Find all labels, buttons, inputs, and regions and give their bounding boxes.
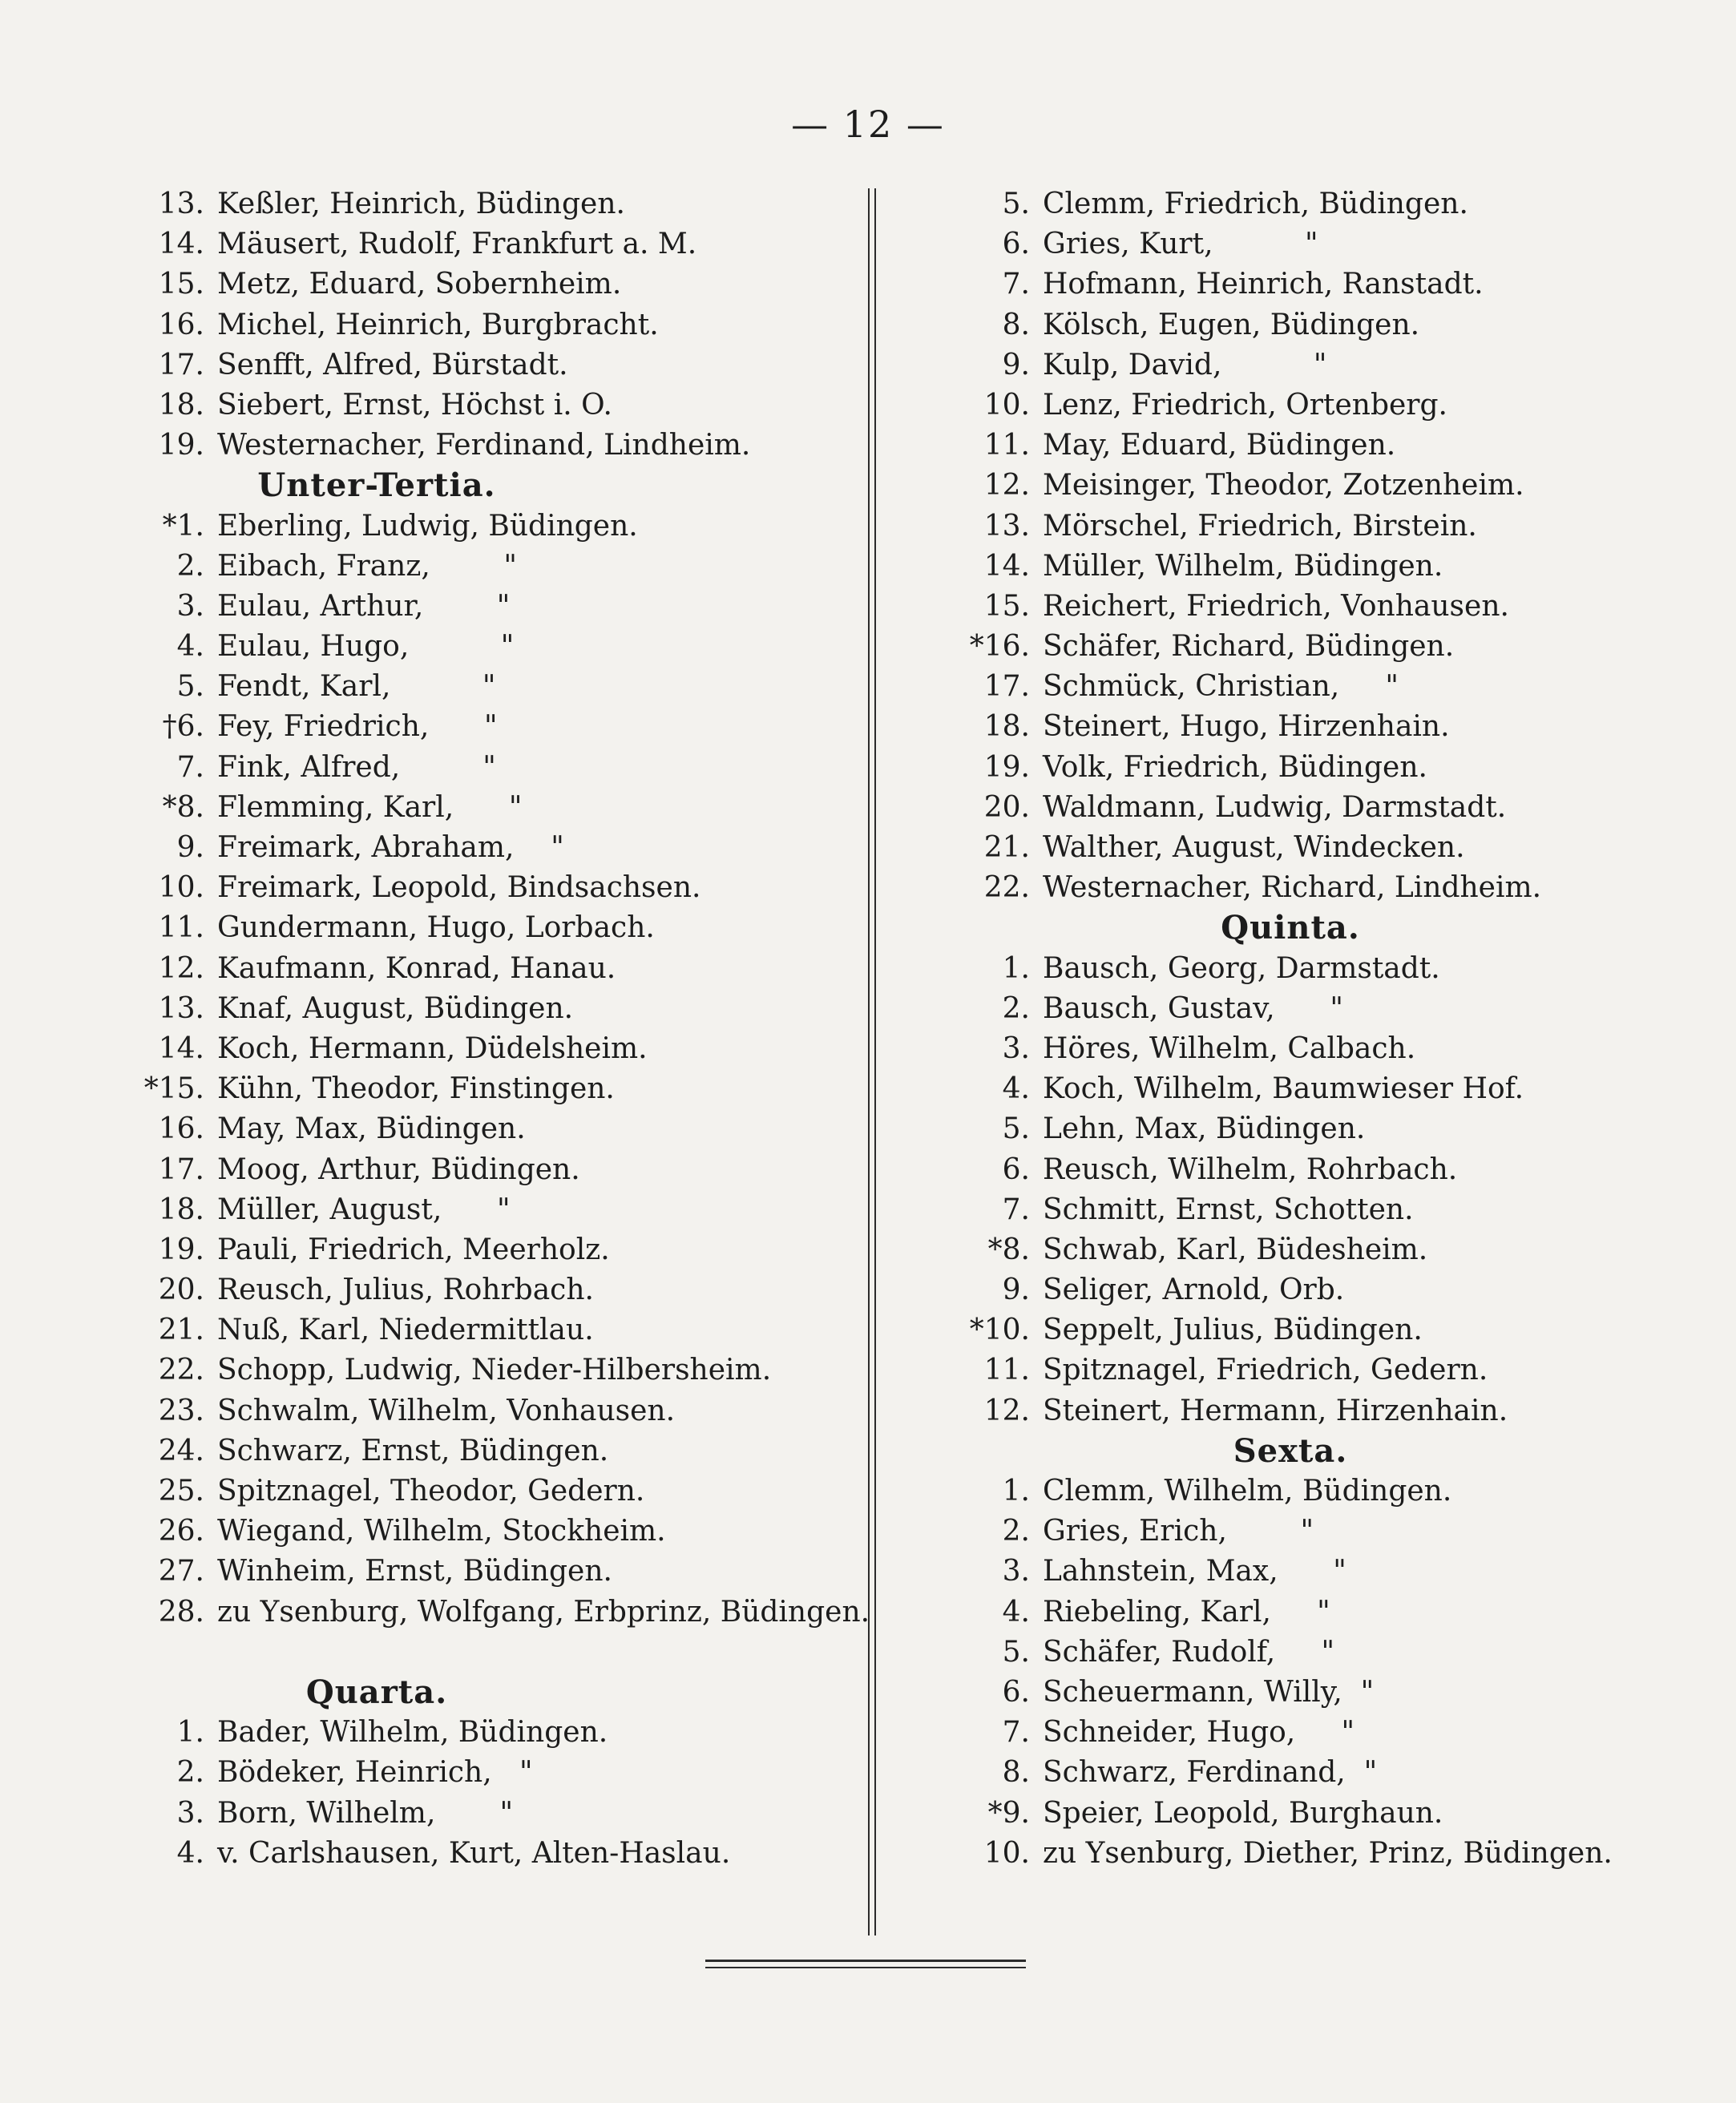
entry-name: Freimark, Leopold, Bindsachsen. [217,871,701,905]
entry-number: 5. [1002,188,1030,220]
entry-name: Eibach, Franz, " [217,549,517,583]
entry-number: 2. [1002,1515,1030,1548]
entry-name: May, Max, Büdingen. [217,1112,526,1146]
student-entry [938,989,1627,1029]
student-entry [128,1794,842,1834]
entry-name: Eberling, Ludwig, Büdingen. [217,509,638,543]
entry-number: 4. [1002,1072,1030,1106]
entry-number: 1. [1002,1475,1030,1508]
entry-number: 15. [158,268,204,301]
student-entry [128,989,842,1029]
entry-number: 9. [1002,1274,1030,1307]
student-entry [938,1029,1627,1069]
entry-number: 5. [176,670,204,704]
student-entry [938,1471,1627,1512]
entry-name: Pauli, Friedrich, Meerholz. [217,1233,610,1266]
entry-name: Koch, Wilhelm, Baumwieser Hof. [1043,1072,1524,1106]
class-heading: Unter-Tertia. [257,466,496,505]
entry-number: 2. [176,549,204,583]
entry-number: 4. [1002,1595,1030,1629]
entry-number: 6. [1002,228,1030,261]
entry-number: 2. [176,1756,204,1790]
entry-name: Wiegand, Wilhelm, Stockheim. [217,1515,666,1548]
student-entry [128,224,842,264]
entry-number: 1. [176,1716,204,1750]
entry-number: 12. [158,951,204,985]
entry-name: zu Ysenburg, Diether, Prinz, Büdingen. [1043,1836,1613,1870]
entry-name: Senfft, Alfred, Bürstadt. [217,348,568,381]
entry-number: 19. [158,1233,204,1266]
student-entry [938,224,1627,264]
entry-name: Meisinger, Theodor, Zotzenheim. [1043,469,1524,503]
entry-name: Koch, Hermann, Düdelsheim. [217,1031,648,1065]
entry-name: Schneider, Hugo, " [1043,1716,1355,1750]
entry-number: 13. [158,991,204,1025]
entry-number: *10. [969,1314,1030,1347]
entry-name: Spitznagel, Friedrich, Gedern. [1043,1354,1488,1387]
student-entry [938,828,1627,868]
entry-number: 13. [983,509,1030,543]
entry-number: 23. [158,1394,204,1427]
student-entry [938,1794,1627,1834]
entry-name: Mäusert, Rudolf, Frankfurt a. M. [217,228,697,261]
student-entry [938,1230,1627,1270]
entry-name: Lehn, Max, Büdingen. [1043,1112,1366,1146]
entry-name: Gries, Erich, " [1043,1515,1314,1548]
entry-number: 8. [1002,308,1030,341]
entry-number: *8. [162,790,204,824]
entry-number: 10. [983,1836,1030,1870]
entry-name: Schmitt, Ernst, Schotten. [1043,1193,1414,1226]
student-entry [128,707,842,747]
student-entry [128,1713,842,1753]
entry-number: 17. [983,670,1030,704]
student-entry [938,1350,1627,1391]
entry-name: Seliger, Arnold, Orb. [1043,1274,1345,1307]
entry-name: Nuß, Karl, Niedermittlau. [217,1314,594,1347]
entry-number: 12. [983,1394,1030,1427]
entry-number: 3. [176,589,204,623]
entry-number: 2. [1002,991,1030,1025]
entry-number: 14. [158,1031,204,1065]
student-entry [128,1190,842,1230]
entry-name: Moog, Arthur, Büdingen. [217,1152,580,1186]
student-entry [128,507,842,547]
student-entry [938,547,1627,587]
entry-name: Kaufmann, Konrad, Hanau. [217,951,616,985]
entry-number: 26. [158,1515,204,1548]
entry-number: 11. [158,911,204,945]
entry-number: 1. [1002,951,1030,985]
student-entry [128,748,842,788]
class-heading: Quinta. [1221,909,1360,947]
entry-number: 7. [1002,1193,1030,1226]
entry-name: Schäfer, Richard, Büdingen. [1043,630,1455,664]
entry-number: 7. [176,750,204,784]
page-number: — 12 — [791,103,945,146]
entry-name: Lahnstein, Max, " [1043,1555,1346,1588]
entry-name: Keßler, Heinrich, Büdingen. [217,188,625,220]
entry-name: Clemm, Wilhelm, Büdingen. [1043,1475,1452,1508]
entry-number: *8. [987,1233,1030,1266]
student-entry [938,748,1627,788]
student-entry [128,908,842,948]
entry-number: 20. [158,1274,204,1307]
entry-number: 21. [158,1314,204,1347]
entry-name: Schwarz, Ernst, Büdingen. [217,1434,609,1467]
student-entry [128,587,842,627]
entry-name: Westernacher, Richard, Lindheim. [1043,871,1542,905]
entry-number: 22. [983,871,1030,905]
entry-number: 24. [158,1434,204,1467]
student-entry [938,868,1627,908]
student-entry [938,667,1627,707]
entry-number: 7. [1002,268,1030,301]
class-heading: Quarta. [305,1673,448,1711]
student-entry [938,1150,1627,1190]
student-entry [938,1310,1627,1350]
entry-number: 17. [158,348,204,381]
entry-name: Schwarz, Ferdinand, " [1043,1756,1378,1790]
student-entry [128,1109,842,1149]
student-entry [938,1190,1627,1230]
student-entry [128,1029,842,1069]
entry-number: 12. [983,469,1030,503]
student-entry [128,1753,842,1793]
entry-name: Fendt, Karl, " [217,670,496,704]
entry-number: 7. [1002,1716,1030,1750]
student-entry [938,426,1627,466]
entry-name: Steinert, Hugo, Hirzenhain. [1043,710,1450,744]
student-entry [938,305,1627,345]
entry-name: Kühn, Theodor, Finstingen. [217,1072,615,1106]
entry-name: Müller, August, " [217,1193,511,1226]
student-entry [938,1512,1627,1552]
student-entry [938,707,1627,747]
student-entry [128,264,842,305]
entry-name: Bödeker, Heinrich, " [217,1756,533,1790]
entry-number: *15. [143,1072,204,1106]
student-entry [128,1592,870,1633]
student-entry [938,1633,1627,1673]
student-entry [938,1552,1627,1592]
student-entry [128,1552,842,1592]
entry-number: 3. [1002,1031,1030,1065]
entry-number: 4. [176,1836,204,1870]
entry-name: Müller, Wilhelm, Büdingen. [1043,549,1443,583]
entry-name: Speier, Leopold, Burghaun. [1043,1796,1443,1830]
right-column [938,184,1627,1874]
student-entry [938,587,1627,627]
entry-number: 20. [983,790,1030,824]
column-divider [868,188,876,1935]
entry-name: Born, Wilhelm, " [217,1796,514,1830]
entry-number: 16. [158,1112,204,1146]
entry-name: v. Carlshausen, Kurt, Alten-Haslau. [217,1836,731,1870]
student-entry [128,1230,842,1270]
entry-name: Steinert, Hermann, Hirzenhain. [1043,1394,1508,1427]
entry-number: 19. [983,750,1030,784]
entry-name: Kulp, David, " [1043,348,1327,381]
entry-number: 18. [158,388,204,422]
entry-name: Metz, Eduard, Sobernheim. [217,268,622,301]
entry-name: Michel, Heinrich, Burgbracht. [217,308,659,341]
end-rule [705,1960,1026,1968]
student-entry [938,1270,1627,1310]
entry-number: 10. [983,388,1030,422]
entry-number: 27. [158,1555,204,1588]
entry-name: Flemming, Karl, " [217,790,523,824]
entry-number: 19. [158,429,204,462]
student-entry [938,1673,1627,1713]
entry-name: Eulau, Hugo, " [217,630,515,664]
entry-number: 17. [158,1152,204,1186]
left-column [128,184,870,1874]
entry-number: 18. [158,1193,204,1226]
entry-number: 8. [1002,1756,1030,1790]
student-entry [938,627,1627,667]
entry-number: 28. [158,1595,204,1629]
student-entry [128,1834,842,1874]
student-entry [938,184,1627,224]
entry-number: 11. [983,1354,1030,1387]
entry-name: Scheuermann, Willy, " [1043,1675,1375,1709]
student-entry [128,184,842,224]
student-entry [128,426,842,466]
entry-name: zu Ysenburg, Wolfgang, Erbprinz, Büdingen. [217,1595,870,1629]
entry-name: Reichert, Friedrich, Vonhausen. [1043,589,1509,623]
student-entry [128,949,842,989]
student-entry [128,305,842,345]
entry-number: 25. [158,1475,204,1508]
entry-number: 9. [176,831,204,864]
entry-name: Höres, Wilhelm, Calbach. [1043,1031,1416,1065]
entry-number: 5. [1002,1112,1030,1146]
student-entry [938,1834,1627,1874]
entry-name: Lenz, Friedrich, Ortenberg. [1043,388,1447,422]
entry-number: *1. [162,509,204,543]
entry-name: Volk, Friedrich, Büdingen. [1043,750,1427,784]
entry-name: Winheim, Ernst, Büdingen. [217,1555,612,1588]
entry-name: Gries, Kurt, " [1043,228,1318,261]
entry-number: 6. [1002,1675,1030,1709]
student-entry [128,345,842,385]
student-entry [128,385,842,426]
entry-name: Schmück, Christian, " [1043,670,1399,704]
student-entry [128,1512,842,1552]
entry-number: 15. [983,589,1030,623]
student-entry [938,264,1627,305]
student-entry [938,1109,1627,1149]
entry-name: Schwalm, Wilhelm, Vonhausen. [217,1394,676,1427]
student-entry [938,507,1627,547]
student-entry [128,1431,842,1471]
entry-number: 16. [158,308,204,341]
entry-number: 6. [1002,1152,1030,1186]
student-entry [128,1150,842,1190]
student-entry [128,788,842,828]
entry-number: 3. [176,1796,204,1830]
entry-name: Fink, Alfred, " [217,750,496,784]
student-entry [938,1753,1627,1793]
student-entry [938,466,1627,506]
entry-name: Kölsch, Eugen, Büdingen. [1043,308,1420,341]
entry-number: 5. [1002,1635,1030,1669]
student-entry [128,1350,842,1391]
entry-name: Seppelt, Julius, Büdingen. [1043,1314,1423,1347]
student-entry [938,1391,1627,1431]
entry-number: 4. [176,630,204,664]
entry-name: Spitznagel, Theodor, Gedern. [217,1475,645,1508]
entry-number: 10. [158,871,204,905]
entry-name: Siebert, Ernst, Höchst i. O. [217,388,612,422]
entry-name: Bausch, Georg, Darmstadt. [1043,951,1440,985]
student-entry [938,949,1627,989]
entry-name: Reusch, Julius, Rohrbach. [217,1274,594,1307]
entry-number: *9. [987,1796,1030,1830]
entry-number: 22. [158,1354,204,1387]
entry-name: Gundermann, Hugo, Lorbach. [217,911,655,945]
entry-name: Bader, Wilhelm, Büdingen. [217,1716,608,1750]
student-entry [938,1592,1627,1633]
entry-name: Bausch, Gustav, " [1043,991,1343,1025]
entry-name: Hofmann, Heinrich, Ranstadt. [1043,268,1484,301]
entry-number: 21. [983,831,1030,864]
entry-number: 3. [1002,1555,1030,1588]
entry-name: Freimark, Abraham, " [217,831,564,864]
student-entry [128,547,842,587]
entry-name: Mörschel, Friedrich, Birstein. [1043,509,1477,543]
entry-name: Waldmann, Ludwig, Darmstadt. [1043,790,1507,824]
entry-name: Reusch, Wilhelm, Rohrbach. [1043,1152,1458,1186]
student-entry [128,1270,842,1310]
student-entry [128,1310,842,1350]
entry-number: *16. [969,630,1030,664]
entry-name: Westernacher, Ferdinand, Lindheim. [217,429,751,462]
entry-name: May, Eduard, Büdingen. [1043,429,1396,462]
entry-number: 11. [983,429,1030,462]
entry-number: 14. [983,549,1030,583]
entry-name: Schopp, Ludwig, Nieder-Hilbersheim. [217,1354,772,1387]
entry-number: 14. [158,228,204,261]
entry-name: Schwab, Karl, Büdesheim. [1043,1233,1428,1266]
entry-name: Schäfer, Rudolf, " [1043,1635,1335,1669]
entry-name: Clemm, Friedrich, Büdingen. [1043,188,1468,220]
entry-number: 9. [1002,348,1030,381]
student-entry [938,345,1627,385]
student-entry [938,1069,1627,1109]
student-entry [128,868,842,908]
student-entry [938,788,1627,828]
entry-name: Riebeling, Karl, " [1043,1595,1330,1629]
entry-number: †6. [162,710,204,744]
student-entry [128,828,842,868]
student-entry [128,1391,842,1431]
entry-name: Fey, Friedrich, " [217,710,498,744]
student-entry [938,1713,1627,1753]
entry-name: Knaf, August, Büdingen. [217,991,574,1025]
student-entry [128,667,842,707]
student-entry [938,385,1627,426]
entry-name: Walther, August, Windecken. [1043,831,1465,864]
entry-number: 13. [158,188,204,220]
entry-number: 18. [983,710,1030,744]
student-entry [128,1069,842,1109]
student-entry [128,627,842,667]
student-entry [128,1471,842,1512]
entry-name: Eulau, Arthur, " [217,589,511,623]
class-heading: Sexta. [1233,1431,1348,1470]
spacer [128,1633,842,1673]
